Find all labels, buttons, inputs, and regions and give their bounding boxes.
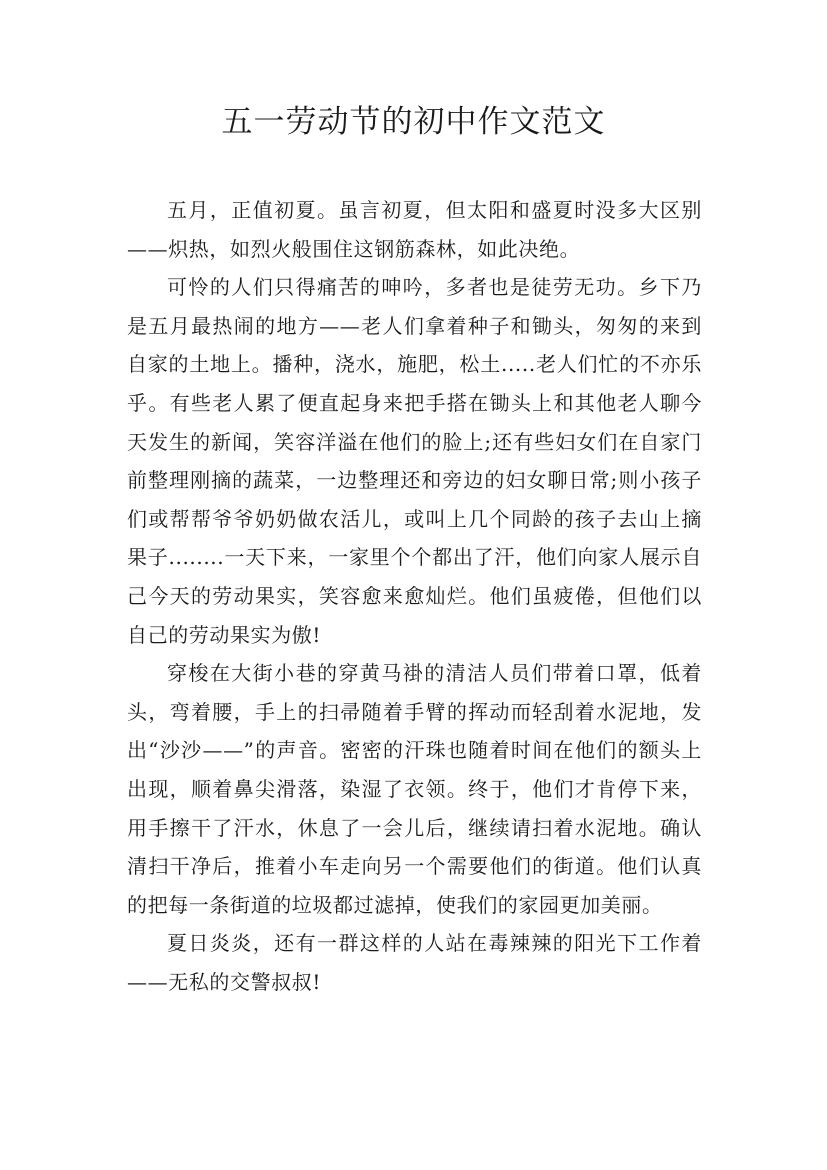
document-title: 五一劳动节的初中作文范文 [221, 104, 606, 140]
paragraph-3: 穿梭在大街小巷的穿黄马褂的清洁人员们带着口罩，低着头，弯着腰，手上的扫帚随着手臂的挥动而轻刮着水泥地，发出“沙沙——”的声音。密密的汗珠也随着时间在他们的额头上出现，顺着鼻尖滑落，染湿了衣领。终于，他们才肯停下来，用手擦干了汗水，休息了一会儿后，继续请扫着水泥地。确认清扫干净后，推着小车走向另一个需要他们的街道。他们认真的把每一条街道的垃圾都过滤掉，使我们的家园更加美丽。 [127, 661, 702, 917]
document-body [127, 191, 702, 1001]
paragraph-1: 五月，正值初夏。虽言初夏，但太阳和盛夏时没多大区别——炽热，如烈火般围住这钢筋森林，如此决绝。 [127, 198, 702, 261]
paragraph-2: 可怜的人们只得痛苦的呻吟，多者也是徒劳无功。乡下乃是五月最热闹的地方——老人们拿着种子和锄头，匆匆的来到自家的土地上。播种，浇水，施肥，松土.....老人们忙的不亦乐乎。有些老人累了便直起身来把手搭在锄头上和其他老人聊今天发生的新闻，笑容洋溢在他们的脸上;还有些妇女们在自家门前整理刚摘的蔬菜，一边整理还和旁边的妇女聊日常;则小孩子们或帮帮爷爷奶奶做农活儿，或叫上几个同龄的孩子去山上摘果子........一天下来，一家里个个都出了汗，他们向家人展示自己今天的劳动果实，笑容愈来愈灿烂。他们虽疲倦，但他们以自己的劳动果实为傲! [127, 275, 702, 647]
paragraph-4: 夏日炎炎，还有一群这样的人站在毒辣辣的阳光下工作着——无私的交警叔叔! [127, 931, 702, 994]
